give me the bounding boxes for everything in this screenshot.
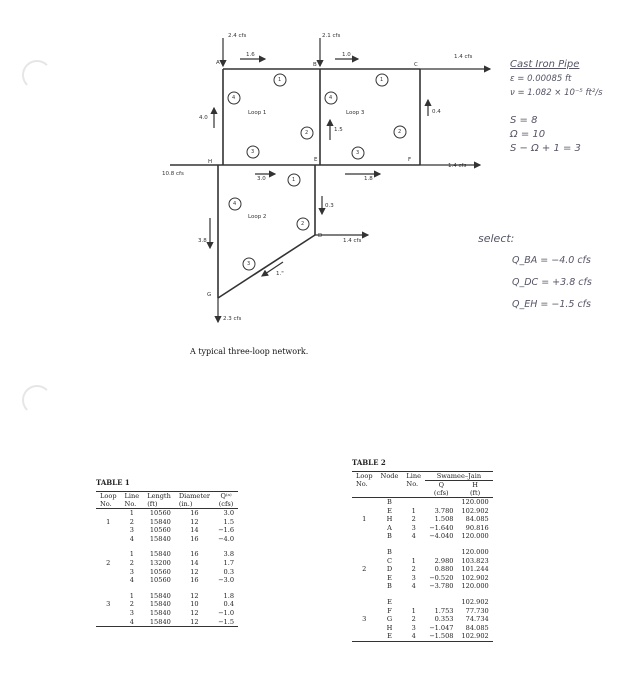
table2-cell-loop — [352, 582, 377, 591]
table1-cell-diameter: 16 — [190, 509, 199, 517]
table-row — [352, 632, 493, 641]
node-label: B — [313, 62, 317, 68]
table2-cell-node: F — [387, 606, 392, 615]
node-label: F — [408, 157, 412, 163]
table1-grid — [96, 491, 238, 627]
table-row — [96, 576, 238, 585]
table2-cell-loop — [352, 532, 377, 541]
flow-label-left: 10.8 cfs — [162, 171, 184, 177]
table2-cell-loop — [352, 557, 377, 566]
table2-cell-line: 1 — [411, 506, 416, 515]
table2-cell-h: 120.000 — [461, 498, 489, 506]
table2-cell-loop — [352, 524, 377, 533]
note-select-label: select: — [478, 232, 515, 245]
table1-cell-q: −3.0 — [218, 576, 235, 585]
table-row — [96, 550, 238, 559]
table2-cell-node: B — [387, 582, 392, 591]
handwritten-notes — [510, 58, 603, 156]
table1-cell-line: 2 — [129, 558, 134, 567]
table1-cell-diameter: 12 — [190, 517, 199, 526]
table1-cell-line: 3 — [129, 608, 134, 617]
node-label: G — [207, 292, 212, 298]
table2-cell-h: 102.902 — [461, 506, 489, 515]
table1-cell-diameter: 12 — [190, 617, 199, 626]
table1-cell-line: 1 — [129, 550, 134, 559]
table1-cell-line: 2 — [129, 517, 134, 526]
table-row — [352, 582, 493, 591]
table1-cell-q: −1.6 — [218, 526, 235, 535]
table2-cell-line: 3 — [411, 523, 416, 532]
pipe-flow-cf: 0.4 — [432, 109, 441, 115]
table2-cell-q: −1.508 — [429, 632, 454, 641]
table2-title: TABLE 2 — [352, 458, 386, 467]
table2-cell-node: E — [387, 597, 392, 606]
table1-cell-loop: 2 — [106, 558, 111, 567]
pipe-flow-ef: 1.8 — [364, 176, 373, 182]
table-row — [96, 518, 238, 527]
table1-cell-loop — [96, 609, 121, 618]
table-row — [352, 548, 493, 557]
flow-label-bottom: 2.3 cfs — [223, 316, 242, 322]
table1-cell-length: 10560 — [149, 576, 171, 585]
table1-cell-line: 2 — [129, 600, 134, 609]
table-row — [352, 624, 493, 633]
table2-cell-loop — [352, 507, 377, 516]
table2-cell-line: 1 — [411, 556, 416, 565]
table1-cell-line: 3 — [129, 567, 134, 576]
table2-cell-line — [402, 598, 425, 607]
table1-cell-q: −1.5 — [218, 617, 235, 626]
table2-cell-line: 4 — [411, 532, 416, 541]
table2-header-method: Swamee–Jain — [425, 472, 493, 481]
table-row — [352, 565, 493, 574]
table2-cell-line: 3 — [411, 573, 416, 582]
table2-cell-q: −1.047 — [429, 623, 454, 632]
table-row — [352, 607, 493, 616]
table-spacer — [96, 585, 238, 592]
table1-cell-line: 1 — [129, 509, 134, 517]
table2-cell-h: 84.085 — [465, 515, 489, 524]
table2-header-loop: Loop No. — [356, 472, 373, 488]
table1-header-diameter: Diameter (in.) — [178, 492, 211, 508]
flow-label-top-right: 1.4 cfs — [454, 54, 473, 60]
pipe-number: 2 — [398, 129, 402, 135]
table2-cell-line: 2 — [411, 565, 416, 574]
table-spacer — [96, 543, 238, 550]
table1-cell-line: 4 — [129, 576, 134, 585]
table1-cell-length: 15840 — [149, 608, 171, 617]
table1-cell-loop — [96, 618, 121, 627]
flow-label-top-left: 2.4 cfs — [228, 33, 247, 39]
figure-caption: A typical three-loop network. — [190, 347, 309, 356]
table-row — [352, 524, 493, 533]
table1-cell-length: 10560 — [149, 509, 171, 517]
table-row — [96, 568, 238, 577]
flow-label-top-mid: 2.1 cfs — [322, 33, 341, 39]
pipe-flow-he: 3.0 — [257, 176, 266, 182]
table1-cell-loop — [96, 568, 121, 577]
pipe-flow-dg: 1." — [276, 271, 284, 277]
table2-cell-node: D — [386, 565, 393, 574]
table2-cell-loop — [352, 632, 377, 641]
table2-header-line: Line No. — [406, 472, 422, 488]
note-nu: ν = 1.082 × 10⁻⁵ ft²/s — [510, 88, 603, 98]
table-row — [352, 574, 493, 583]
table1-cell-q: 1.8 — [223, 591, 235, 600]
table1-cell-line: 1 — [129, 591, 134, 600]
table-spacer — [352, 541, 493, 548]
flow-label-right: 1.4 cfs — [448, 163, 467, 169]
pipe-number: 1 — [380, 77, 384, 83]
table2-cell-h: 102.902 — [461, 632, 489, 641]
table2-cell-h: 103.823 — [461, 556, 489, 565]
table2-cell-loop — [352, 598, 377, 607]
table2-cell-node: H — [386, 515, 393, 524]
table1-cell-length: 10560 — [149, 567, 171, 576]
table2-cell-q — [425, 598, 457, 607]
table1-header-loop: Loop No. — [100, 492, 117, 508]
table2-cell-line — [402, 498, 425, 507]
pipe-number: 3 — [251, 149, 255, 155]
table1-cell-length: 15840 — [149, 617, 171, 626]
table1-cell-length: 15840 — [149, 534, 171, 543]
table2-cell-q: 1.753 — [434, 606, 454, 615]
table2-cell-line — [402, 548, 425, 557]
pipe-number: 2 — [305, 130, 309, 136]
page-mark — [22, 385, 52, 415]
note-epsilon: ε = 0.00085 ft — [510, 74, 572, 84]
table1-cell-loop: 1 — [106, 517, 111, 526]
table-row — [96, 618, 238, 627]
table1-cell-line: 4 — [129, 534, 134, 543]
table2-cell-q: 0.353 — [434, 615, 454, 624]
table-row — [352, 515, 493, 524]
table1-cell-diameter: 16 — [190, 534, 199, 543]
table2-cell-h: 77.730 — [465, 606, 489, 615]
node-label: E — [314, 157, 318, 163]
pipe-flow-ab: 1.6 — [246, 52, 255, 58]
table1-cell-loop — [96, 576, 121, 585]
table-row — [96, 592, 238, 601]
pipe-flow-ah: 4.0 — [199, 115, 208, 121]
table1-cell-diameter: 12 — [190, 591, 199, 600]
table-row — [96, 509, 238, 518]
table1-cell-length: 13200 — [149, 558, 171, 567]
table1-cell-loop — [96, 592, 121, 601]
table-row — [352, 507, 493, 516]
table2-cell-node: H — [386, 623, 393, 632]
table1-cell-diameter: 14 — [190, 526, 199, 535]
node-label: D — [318, 233, 323, 239]
table2-cell-q: −1.640 — [429, 523, 454, 532]
note-formula: S − Ω + 1 = 3 — [510, 143, 581, 154]
table2-cell-node: B — [387, 547, 392, 556]
pipe-number: 1 — [278, 77, 282, 83]
table2-cell-q: 2.980 — [434, 556, 454, 565]
table1-cell-length: 10560 — [149, 526, 171, 535]
table2-cell-q: −0.520 — [429, 573, 454, 582]
table2-cell-node: G — [386, 615, 393, 624]
table1-header-q: Q⁽ᵃ⁾ (cfs) — [218, 492, 234, 508]
table2-cell-loop — [352, 624, 377, 633]
table2-cell-line: 2 — [411, 615, 416, 624]
table2-cell-h: 90.816 — [465, 523, 489, 532]
note-q-dc: Q_DC = +3.8 cfs — [512, 277, 592, 288]
table2-cell-q: −4.040 — [429, 532, 454, 541]
table2-cell-loop — [352, 498, 377, 507]
table1-cell-loop — [96, 509, 121, 518]
table2-cell-h: 102.902 — [461, 573, 489, 582]
table1-cell-q: 0.4 — [223, 600, 235, 609]
table2-header-h: H (ft) — [469, 481, 481, 497]
table2-cell-loop: 3 — [362, 615, 367, 624]
pipe-number: 3 — [356, 150, 360, 156]
table-row — [96, 600, 238, 609]
table1-cell-loop — [96, 526, 121, 535]
table1-cell-q: 0.3 — [223, 567, 235, 576]
table1-cell-diameter: 16 — [190, 576, 199, 585]
table1-cell-length: 15840 — [149, 591, 171, 600]
table1-cell-diameter: 14 — [190, 558, 199, 567]
pipe-flow-bc: 1.0 — [342, 52, 351, 58]
table-row — [96, 559, 238, 568]
table1-cell-length: 15840 — [149, 517, 171, 526]
table2-cell-node: B — [387, 498, 392, 506]
loop-label: Loop 2 — [248, 214, 267, 220]
table1-cell-q: 3.0 — [223, 509, 235, 517]
table1-cell-q: 1.7 — [223, 558, 235, 567]
table2-cell-node: B — [387, 532, 392, 541]
note-q-eh: Q_EH = −1.5 cfs — [512, 299, 591, 310]
table1-cell-diameter: 10 — [190, 600, 199, 609]
table2-cell-node: E — [387, 506, 392, 515]
table1-cell-loop — [96, 535, 121, 544]
table2-cell-q: 0.880 — [434, 565, 454, 574]
table-row — [352, 598, 493, 607]
note-omega: Ω = 10 — [510, 129, 546, 140]
pipe-number: 4 — [232, 95, 236, 101]
table2-cell-h: 120.000 — [461, 547, 489, 556]
table2-cell-loop: 2 — [362, 565, 367, 574]
table2-cell-h: 74.734 — [465, 615, 489, 624]
table-spacer — [352, 591, 493, 598]
node-label: H — [208, 159, 213, 165]
table1-cell-q: 1.5 — [223, 517, 235, 526]
table2-cell-node: C — [386, 556, 392, 565]
table2-cell-q: −3.780 — [429, 582, 454, 591]
table-row — [352, 615, 493, 624]
table2-cell-loop: 1 — [362, 515, 367, 524]
table-row — [96, 609, 238, 618]
pipe-flow-hg: 3.8 — [198, 238, 207, 244]
table2 — [352, 458, 493, 642]
table2-cell-q — [425, 548, 457, 557]
table2-cell-loop — [352, 574, 377, 583]
table2-grid — [352, 471, 493, 642]
table1-cell-length: 15840 — [149, 550, 171, 559]
node-label: C — [414, 62, 418, 68]
table1-cell-q: 3.8 — [223, 550, 235, 559]
table1-cell-diameter: 16 — [190, 550, 199, 559]
table2-cell-h: 101.244 — [461, 565, 489, 574]
table2-cell-line: 1 — [411, 606, 416, 615]
node-label: A — [216, 60, 220, 66]
table2-cell-q: 1.508 — [434, 515, 454, 524]
flow-label-mid: 1.4 cfs — [343, 238, 362, 244]
table1-cell-q: −1.0 — [218, 608, 235, 617]
table1-cell-loop: 3 — [106, 600, 111, 609]
table2-header-node: Node — [380, 472, 399, 480]
pipe-flow-ed: 0.3 — [325, 203, 334, 209]
table1-cell-length: 15840 — [149, 600, 171, 609]
pipe-number: 1 — [292, 177, 296, 183]
table1-title: TABLE 1 — [96, 478, 130, 487]
table2-cell-line: 4 — [411, 582, 416, 591]
pipe-number: 2 — [301, 221, 305, 227]
table2-cell-h: 120.000 — [461, 582, 489, 591]
loop-label: Loop 1 — [248, 110, 267, 116]
pipe-flow-eb: 1.5 — [334, 127, 343, 133]
table-row — [352, 532, 493, 541]
note-q-ba: Q_BA = −4.0 cfs — [512, 255, 591, 266]
table2-cell-line: 4 — [411, 632, 416, 641]
table-row — [96, 535, 238, 544]
note-s: S = 8 — [510, 115, 538, 126]
table1-header-length: Length (ft) — [147, 492, 171, 508]
note-material: Cast Iron Pipe — [510, 59, 580, 70]
table1-cell-diameter: 12 — [190, 608, 199, 617]
table1-cell-line: 4 — [129, 617, 134, 626]
table1-cell-line: 3 — [129, 526, 134, 535]
pipe-number: 4 — [233, 201, 237, 207]
table2-cell-node: A — [387, 523, 392, 532]
table-row — [352, 557, 493, 566]
table1 — [96, 478, 238, 627]
handwritten-select — [478, 228, 592, 316]
table2-cell-q — [425, 498, 457, 507]
table1-cell-loop — [96, 550, 121, 559]
pipe-number: 4 — [329, 95, 333, 101]
table2-cell-node: E — [387, 632, 392, 641]
table2-cell-node: E — [387, 573, 392, 582]
table1-cell-q: −4.0 — [218, 534, 235, 543]
table2-cell-h: 120.000 — [461, 532, 489, 541]
table1-cell-diameter: 12 — [190, 567, 199, 576]
table1-header-line: Line No. — [124, 492, 140, 508]
table2-cell-line: 3 — [411, 623, 416, 632]
table2-cell-q: 3.780 — [434, 506, 454, 515]
table2-cell-loop — [352, 607, 377, 616]
table2-cell-loop — [352, 548, 377, 557]
table2-header-q: Q (cfs) — [433, 481, 449, 497]
table2-cell-h: 84.085 — [465, 623, 489, 632]
table-row — [352, 498, 493, 507]
table2-cell-line: 2 — [411, 515, 416, 524]
table-row — [96, 526, 238, 535]
loop-label: Loop 3 — [346, 110, 365, 116]
pipe-number: 3 — [247, 261, 251, 267]
table2-cell-h: 102.902 — [461, 597, 489, 606]
